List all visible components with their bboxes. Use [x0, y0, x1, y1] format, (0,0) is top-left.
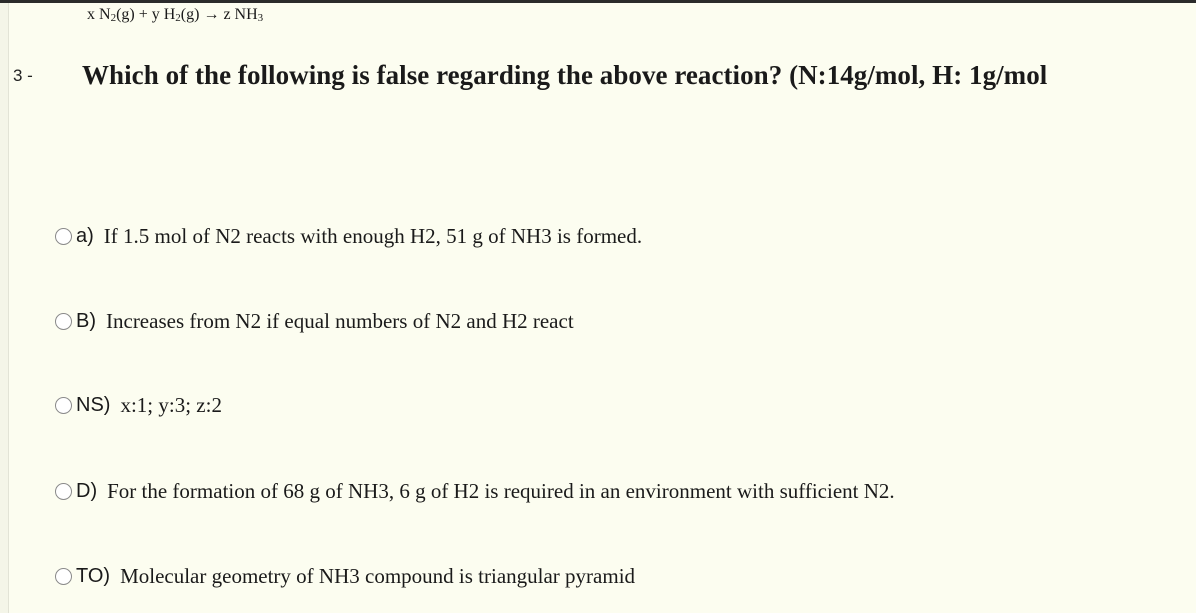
option-letter: B) [76, 310, 96, 332]
radio-option-d[interactable] [55, 483, 72, 500]
option-text: If 1.5 mol of N2 reacts with enough H2, 51 g of NH3 is formed. [103, 224, 643, 248]
option-a[interactable] [55, 224, 642, 249]
option-letter: a) [76, 225, 94, 247]
option-e[interactable] [55, 564, 635, 589]
option-letter: D) [76, 480, 98, 502]
option-d[interactable] [55, 479, 895, 504]
reaction-arrow-icon: → [203, 6, 220, 23]
question-number: 3 - [13, 66, 33, 85]
question-text: Which of the following is false regarding the above reaction? (N:14g/mol, H: 1g/mol [82, 60, 1048, 90]
radio-option-c[interactable] [55, 397, 72, 414]
option-text: For the formation of 68 g of NH3, 6 g of H2 is required in an environment with sufficient N2. [107, 479, 895, 503]
option-text: Molecular geometry of NH3 compound is triangular pyramid [120, 564, 636, 588]
reaction-equation: x $N_2(g) + y$ $H_2(g) \to z$ $NH_3$ [87, 6, 264, 24]
option-text: x:1; y:3; z:2 [120, 393, 222, 417]
option-c[interactable] [55, 393, 222, 418]
radio-option-e[interactable] [55, 568, 72, 585]
option-b[interactable] [55, 309, 574, 334]
radio-option-b[interactable] [55, 313, 72, 330]
left-gutter [0, 3, 9, 613]
option-text: Increases from N2 if equal numbers of N2 and H2 react [106, 309, 574, 333]
top-rule [0, 0, 1196, 3]
option-letter: TO) [76, 565, 111, 587]
radio-option-a[interactable] [55, 228, 72, 245]
option-letter: NS) [76, 394, 111, 416]
